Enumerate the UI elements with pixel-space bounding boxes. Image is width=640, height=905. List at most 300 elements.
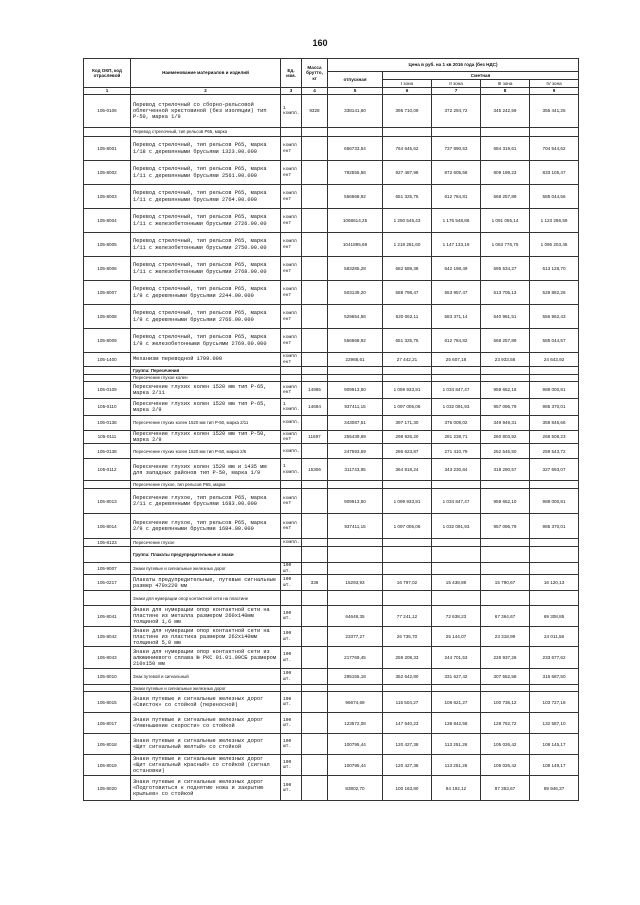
- cell-unit: компл ект: [281, 382, 302, 399]
- cell-price-release: 100795,44: [328, 755, 383, 776]
- cell-price-zone-1: 1 059 933,91: [383, 382, 432, 399]
- col-number: 9: [530, 88, 579, 95]
- cell-price-zone-3: 307 552,58: [481, 669, 530, 685]
- cell-price-zone-4: [530, 481, 579, 489]
- table-row: [84, 647, 579, 669]
- cell-price-release: 338141,60: [328, 95, 383, 128]
- table-row: [84, 209, 579, 233]
- cell-unit: компл ект: [281, 257, 302, 281]
- cell-name: Перевод стрелочный, тип рельсов Р65, марка 1/11 с деревянными брусьями 2764.00.000: [131, 185, 281, 209]
- cell-price-zone-1: 16 797,02: [383, 575, 432, 591]
- cell-price-zone-1: 651 325,75: [383, 185, 432, 209]
- cell-price-zone-2: 1 034 847,47: [432, 489, 481, 514]
- table-row: [84, 399, 579, 416]
- header-code: Код ОКП, код отраслевой: [84, 59, 131, 88]
- cell-price-zone-4: [530, 128, 579, 137]
- cell-code: [84, 547, 131, 563]
- cell-price-zone-1: 298 926,20: [383, 431, 432, 444]
- cell-weight: 11697: [302, 431, 328, 444]
- cell-weight: 9328: [302, 95, 328, 128]
- cell-price-zone-3: [481, 128, 530, 137]
- cell-name: Перевод стрелочный, тип рельсов Р65, марка 1/11 с железобетонными брусьями 2750.00.00: [131, 233, 281, 257]
- cell-price-zone-1: [383, 367, 432, 375]
- cell-price-release: 343087,51: [328, 416, 383, 431]
- header-zone-1: I зона: [383, 80, 432, 88]
- cell-weight: [302, 489, 328, 514]
- cell-name: Знаки для нумерации опор контактной сети на пластине: [131, 591, 281, 606]
- cell-code: 105-8001: [84, 137, 131, 161]
- cell-unit: компл ект: [281, 185, 302, 209]
- cell-price-zone-4: [530, 563, 579, 575]
- cell-unit: [281, 128, 302, 137]
- cell-price-zone-4: 259 543,72: [530, 444, 579, 459]
- cell-unit: 100 шт.: [281, 776, 302, 801]
- cell-name: Пересечение глухих колен 1520 мм тип Р-50, марка 2/6: [131, 444, 281, 459]
- cell-name: Знаки для нумерации опор контактной сети на пластине из пластика размером 262х140мм толщиной 5,0 мм: [131, 627, 281, 647]
- cell-weight: [302, 591, 328, 606]
- cell-price-zone-4: [530, 375, 579, 382]
- cell-weight: [302, 233, 328, 257]
- cell-price-release: [328, 128, 383, 137]
- cell-price-zone-4: [530, 367, 579, 375]
- cell-name: Знак путевой и сигнальный: [131, 669, 281, 685]
- header-weight: Масса брутто, кг: [302, 59, 328, 88]
- cell-price-zone-4: 103 727,18: [530, 692, 579, 713]
- table-row: [84, 669, 579, 685]
- cell-weight: [302, 713, 328, 734]
- cell-code: [84, 128, 131, 137]
- cell-weight: [302, 416, 328, 431]
- cell-code: 105-9007: [84, 563, 131, 575]
- table-row: [84, 375, 579, 382]
- header-estimated: Сметная: [383, 72, 579, 80]
- table-row: [84, 257, 579, 281]
- cell-code: 105-0109: [84, 382, 131, 399]
- cell-price-release: 15293,93: [328, 575, 383, 591]
- cell-price-zone-3: 128 762,72: [481, 713, 530, 734]
- cell-unit: [281, 685, 302, 692]
- cell-price-zone-3: [481, 367, 530, 375]
- cell-name: Пересечение глухих колен 1520 мм и 1435 мм для западных районов тип Р-50, марка 1/9: [131, 459, 281, 481]
- cell-price-release: 311743,85: [328, 459, 383, 481]
- price-table: [83, 58, 579, 801]
- cell-price-zone-2: 1 032 091,93: [432, 514, 481, 539]
- cell-unit: компл ект: [281, 514, 302, 539]
- cell-price-zone-3: 252 545,50: [481, 444, 530, 459]
- cell-price-zone-1: [383, 563, 432, 575]
- cell-price-release: 295155,18: [328, 669, 383, 685]
- cell-price-release: [328, 685, 383, 692]
- cell-price-zone-1: 147 640,23: [383, 713, 432, 734]
- cell-price-release: 123572,08: [328, 713, 383, 734]
- cell-code: 105-0111: [84, 431, 131, 444]
- header-unit: Ед. изм.: [281, 59, 302, 88]
- table-row: [84, 606, 579, 627]
- col-number: 7: [432, 88, 481, 95]
- cell-price-zone-2: [432, 367, 481, 375]
- table-row: [84, 459, 579, 481]
- cell-code: [84, 481, 131, 489]
- cell-price-zone-4: 585 044,57: [530, 329, 579, 353]
- cell-price-zone-4: 268 508,23: [530, 431, 579, 444]
- cell-price-zone-4: 69 308,85: [530, 606, 579, 627]
- cell-unit: компл ект: [281, 329, 302, 353]
- cell-name: Перевод стрелочный, тип рельсов Р65, марка 1/9 с деревянными брусьями 2244.00.000: [131, 281, 281, 305]
- cell-price-zone-2: 271 410,79: [432, 444, 481, 459]
- cell-price-zone-1: 682 589,38: [383, 257, 432, 281]
- cell-price-zone-4: 108 145,17: [530, 734, 579, 755]
- cell-price-zone-2: 72 638,23: [432, 606, 481, 627]
- cell-weight: [302, 547, 328, 563]
- cell-price-zone-1: 395 710,09: [383, 95, 432, 128]
- cell-price-zone-4: 1 123 286,59: [530, 209, 579, 233]
- cell-price-zone-2: 94 192,12: [432, 776, 481, 801]
- cell-unit: компл.: [281, 444, 302, 459]
- cell-price-zone-1: 588 798,47: [383, 281, 432, 305]
- cell-price-zone-3: 349 949,31: [481, 416, 530, 431]
- cell-name: Знаки путевые и сигнальные железных дорог «Уменьшение скорости» со стойкой: [131, 713, 281, 734]
- table-row: [84, 185, 579, 209]
- cell-price-zone-4: 316 687,50: [530, 669, 579, 685]
- header-name: Наименование материалов и изделий: [131, 59, 281, 88]
- cell-price-zone-4: 132 587,10: [530, 713, 579, 734]
- cell-price-zone-1: 1 097 005,06: [383, 399, 432, 416]
- cell-price-zone-3: 540 981,51: [481, 305, 530, 329]
- cell-price-zone-4: [530, 539, 579, 547]
- cell-price-zone-1: 120 427,38: [383, 734, 432, 755]
- cell-price-zone-3: 15 790,67: [481, 575, 530, 591]
- cell-name: Перевод стрелочный, тип рельсов Р65, марка: [131, 128, 281, 137]
- cell-price-zone-1: 77 241,12: [383, 606, 432, 627]
- table-body: [84, 95, 579, 801]
- cell-weight: [302, 367, 328, 375]
- table-row: [84, 353, 579, 367]
- cell-price-release: [328, 591, 383, 606]
- cell-weight: 15306: [302, 459, 328, 481]
- cell-price-zone-2: [432, 685, 481, 692]
- cell-price-release: [328, 481, 383, 489]
- cell-name: Пересечение глухое: [131, 539, 281, 547]
- cell-price-release: 556568,92: [328, 185, 383, 209]
- cell-price-zone-4: 528 882,26: [530, 281, 579, 305]
- cell-price-zone-3: 957 096,79: [481, 514, 530, 539]
- cell-price-release: 503139,20: [328, 281, 383, 305]
- cell-weight: [302, 375, 328, 382]
- cell-price-zone-3: 226 937,26: [481, 647, 530, 669]
- cell-weight: 336: [302, 575, 328, 591]
- cell-price-zone-4: 1 095 203,45: [530, 233, 579, 257]
- cell-code: 105-8002: [84, 161, 131, 185]
- cell-price-zone-1: 100 163,80: [383, 776, 432, 801]
- cell-price-zone-3: 1 063 776,75: [481, 233, 530, 257]
- cell-price-zone-3: 23 318,99: [481, 627, 530, 647]
- cell-unit: 100 шт.: [281, 713, 302, 734]
- cell-price-zone-4: 988 000,81: [530, 489, 579, 514]
- cell-price-zone-4: 108 148,17: [530, 755, 579, 776]
- cell-unit: 100 шт.: [281, 755, 302, 776]
- cell-name: Перевод стрелочный, тип рельсов Р65, марка 1/11 с железобетонными брусьями 2726.00.00: [131, 209, 281, 233]
- cell-unit: 1 компл.: [281, 95, 302, 128]
- cell-unit: 1 компл.: [281, 399, 302, 416]
- cell-unit: [281, 367, 302, 375]
- cell-price-zone-2: [432, 375, 481, 382]
- header-price-title: Цена в руб. на 1 кв 2016 года (без НДС): [328, 59, 579, 72]
- cell-price-zone-2: 343 230,84: [432, 459, 481, 481]
- cell-weight: [302, 128, 328, 137]
- cell-price-zone-4: 704 644,62: [530, 137, 579, 161]
- cell-price-zone-2: 15 438,89: [432, 575, 481, 591]
- cell-price-zone-3: 809 199,23: [481, 161, 530, 185]
- cell-price-zone-1: 651 325,75: [383, 329, 432, 353]
- cell-weight: [302, 647, 328, 669]
- cell-code: 105-0110: [84, 399, 131, 416]
- cell-price-zone-2: 1 147 133,19: [432, 233, 481, 257]
- cell-price-zone-3: 959 652,16: [481, 382, 530, 399]
- cell-price-zone-4: 985 370,01: [530, 399, 579, 416]
- cell-price-zone-2: 1 034 847,47: [432, 382, 481, 399]
- cell-price-zone-4: 24 011,58: [530, 627, 579, 647]
- table-row: [84, 563, 579, 575]
- cell-price-zone-3: 105 026,42: [481, 755, 530, 776]
- cell-price-zone-3: 568 257,89: [481, 329, 530, 353]
- cell-code: 105-8006: [84, 257, 131, 281]
- cell-code: 105-8019: [84, 755, 131, 776]
- col-number: 4: [302, 88, 328, 95]
- cell-price-zone-1: 259 208,33: [383, 647, 432, 669]
- cell-name: Пересечение глухих колен 1520 мм тип Р-50, марка 2/11: [131, 416, 281, 431]
- cell-code: 105-8017: [84, 713, 131, 734]
- cell-code: 105-8008: [84, 305, 131, 329]
- cell-price-release: [328, 367, 383, 375]
- cell-code: 105-0106: [84, 95, 131, 128]
- cell-price-zone-4: 985 370,01: [530, 514, 579, 539]
- cell-price-zone-3: 260 803,92: [481, 431, 530, 444]
- cell-weight: [302, 514, 328, 539]
- cell-price-release: 792555,56: [328, 161, 383, 185]
- cell-name: Знаки для нумерации опор контактной сети на пластине из металла размером 260х140мм толщиной 1,6 мм: [131, 606, 281, 627]
- cell-name: Пересечение глухое, тип рельсов Р65, марка 2/9 с деревянными брусьями 1684.00.000: [131, 514, 281, 539]
- table-row: [84, 575, 579, 591]
- cell-price-zone-1: 352 642,80: [383, 669, 432, 685]
- cell-unit: 100 шт.: [281, 575, 302, 591]
- cell-code: 105-8123: [84, 539, 131, 547]
- cell-name: Пересечение глухих колен 1520 мм тип Р-65, марка 2/9: [131, 399, 281, 416]
- table-row: [84, 489, 579, 514]
- cell-price-zone-3: 959 652,10: [481, 489, 530, 514]
- cell-code: [84, 367, 131, 375]
- cell-price-release: [328, 547, 383, 563]
- cell-price-release: 83802,70: [328, 776, 383, 801]
- cell-price-zone-3: [481, 563, 530, 575]
- cell-price-zone-4: 16 120,13: [530, 575, 579, 591]
- cell-code: 105-8005: [84, 233, 131, 257]
- cell-price-zone-1: [383, 539, 432, 547]
- cell-price-zone-3: 105 026,42: [481, 734, 530, 755]
- cell-unit: 100 шт.: [281, 692, 302, 713]
- cell-price-zone-4: 613 128,70: [530, 257, 579, 281]
- cell-name: Знаки для нумерации опор контактной сети из алюминиевого сплава № РКС 01.01.00СБ размером 210х150 мм: [131, 647, 281, 669]
- cell-price-release: 64648,35: [328, 606, 383, 627]
- cell-price-zone-3: 595 534,27: [481, 257, 530, 281]
- cell-price-release: [328, 563, 383, 575]
- table-row: [84, 734, 579, 755]
- cell-price-zone-2: [432, 547, 481, 563]
- cell-price-zone-4: 556 962,43: [530, 305, 579, 329]
- cell-name: Знаки путевые и сигнальные железных дорог: [131, 685, 281, 692]
- cell-name: Группа: Пересечения: [131, 367, 281, 375]
- cell-price-zone-3: 684 319,61: [481, 137, 530, 161]
- col-number: 5: [328, 88, 383, 95]
- cell-name: Знаки путевые и сигнальные железных дорог «Щит сигнальный красный» со стойкой (сигнал остановки): [131, 755, 281, 776]
- cell-name: Пересечение глухих колен 1520 мм тип Р-50, марка 2/9: [131, 431, 281, 444]
- cell-weight: [302, 161, 328, 185]
- cell-weight: [302, 563, 328, 575]
- col-number: 2: [131, 88, 281, 95]
- cell-price-zone-4: [530, 685, 579, 692]
- cell-unit: [281, 591, 302, 606]
- cell-price-release: 100795,44: [328, 734, 383, 755]
- cell-code: 105-8013: [84, 489, 131, 514]
- cell-unit: 100 шт.: [281, 627, 302, 647]
- cell-price-release: 1068614,25: [328, 209, 383, 233]
- table-row: [84, 776, 579, 801]
- cell-unit: компл ект: [281, 209, 302, 233]
- cell-price-zone-2: 331 627,42: [432, 669, 481, 685]
- cell-unit: 100 шт.: [281, 734, 302, 755]
- cell-weight: [302, 685, 328, 692]
- cell-price-release: 937411,15: [328, 514, 383, 539]
- cell-price-zone-4: [530, 547, 579, 563]
- header-zone-2: II зона: [432, 80, 481, 88]
- cell-price-zone-1: [383, 375, 432, 382]
- cell-code: [84, 591, 131, 606]
- cell-price-zone-3: [481, 375, 530, 382]
- cell-code: 105-0112: [84, 459, 131, 481]
- cell-price-zone-1: [383, 547, 432, 563]
- cell-unit: компл ект: [281, 137, 302, 161]
- table-row: [84, 161, 579, 185]
- cell-price-zone-1: 26 735,70: [383, 627, 432, 647]
- cell-code: 105-8014: [84, 514, 131, 539]
- cell-weight: [302, 353, 328, 367]
- cell-price-zone-1: 364 818,24: [383, 459, 432, 481]
- cell-price-zone-2: 737 890,53: [432, 137, 481, 161]
- cell-price-zone-3: 100 736,12: [481, 692, 530, 713]
- col-number: 8: [481, 88, 530, 95]
- cell-code: 105-0138: [84, 444, 131, 459]
- table-row: [84, 713, 579, 734]
- cell-name: Перевод стрелочный, тип рельсов Р65, марка 1/9 с деревянными брусьями 2766.00.000: [131, 305, 281, 329]
- cell-unit: [281, 547, 302, 563]
- cell-price-zone-4: 327 693,07: [530, 459, 579, 481]
- cell-name: Перевод стрелочный, тип рельсов Р65, марка 1/18 с деревянными брусьями 1323.00.000: [131, 137, 281, 161]
- header-zone-4: IV зона: [530, 80, 579, 88]
- table-row: [84, 128, 579, 137]
- cell-name: Механизм переводной 1709.000: [131, 353, 281, 367]
- cell-price-zone-2: 872 605,58: [432, 161, 481, 185]
- page-number: 160: [312, 38, 328, 48]
- cell-weight: [302, 185, 328, 209]
- header-zone-3: III зона: [481, 80, 530, 88]
- cell-price-zone-3: [481, 481, 530, 489]
- cell-code: 105-8009: [84, 329, 131, 353]
- cell-price-zone-3: 568 257,89: [481, 185, 530, 209]
- cell-price-zone-4: 233 677,62: [530, 647, 579, 669]
- cell-weight: [302, 539, 328, 547]
- cell-weight: [302, 137, 328, 161]
- cell-price-zone-2: 612 784,82: [432, 329, 481, 353]
- cell-unit: 100 шт.: [281, 563, 302, 575]
- cell-unit: компл ект: [281, 353, 302, 367]
- cell-price-zone-2: 376 009,02: [432, 416, 481, 431]
- cell-price-zone-4: 585 044,56: [530, 185, 579, 209]
- cell-price-zone-2: [432, 128, 481, 137]
- cell-price-release: 255439,69: [328, 431, 383, 444]
- cell-weight: [302, 281, 328, 305]
- cell-weight: [302, 669, 328, 685]
- cell-price-zone-1: 1 250 545,43: [383, 209, 432, 233]
- cell-code: 105-0217: [84, 575, 131, 591]
- cell-code: 105-8041: [84, 606, 131, 627]
- cell-name: Пересечение глухое колен: [131, 375, 281, 382]
- cell-code: 105-8043: [84, 647, 131, 669]
- header-release: отпускная: [328, 72, 383, 88]
- cell-price-zone-2: [432, 539, 481, 547]
- cell-price-zone-3: 345 242,59: [481, 95, 530, 128]
- cell-price-release: 937411,15: [328, 399, 383, 416]
- cell-code: [84, 375, 131, 382]
- cell-price-release: 247593,59: [328, 444, 383, 459]
- cell-weight: [302, 627, 328, 647]
- cell-price-zone-1: 1 097 005,06: [383, 514, 432, 539]
- cell-code: 105-8020: [84, 776, 131, 801]
- cell-price-release: 217769,45: [328, 647, 383, 669]
- cell-unit: 100 шт.: [281, 606, 302, 627]
- cell-weight: 14995: [302, 382, 328, 399]
- cell-code: 105-8004: [84, 209, 131, 233]
- cell-unit: компл.: [281, 539, 302, 547]
- cell-name: Знаки путевые и сигнальные железных дорог: [131, 563, 281, 575]
- table-row: [84, 382, 579, 399]
- cell-weight: [302, 257, 328, 281]
- cell-price-zone-1: 115 504,27: [383, 692, 432, 713]
- table-row: [84, 685, 579, 692]
- cell-price-zone-3: 23 933,58: [481, 353, 530, 367]
- cell-price-zone-1: 120 427,38: [383, 755, 432, 776]
- cell-price-zone-2: 244 701,53: [432, 647, 481, 669]
- cell-weight: [302, 776, 328, 801]
- cell-price-release: 96674,69: [328, 692, 383, 713]
- table-row: [84, 539, 579, 547]
- cell-weight: [302, 692, 328, 713]
- col-number: 6: [383, 88, 432, 95]
- cell-code: 105-1400: [84, 353, 131, 367]
- table-row: [84, 431, 579, 444]
- cell-price-zone-3: 513 705,13: [481, 281, 530, 305]
- cell-unit: компл ект: [281, 431, 302, 444]
- table-row: [84, 627, 579, 647]
- table-row: [84, 692, 579, 713]
- cell-price-zone-2: [432, 481, 481, 489]
- table-row: [84, 305, 579, 329]
- cell-price-zone-1: [383, 685, 432, 692]
- cell-price-zone-4: 24 643,92: [530, 353, 579, 367]
- cell-weight: [302, 734, 328, 755]
- cell-price-zone-3: [481, 539, 530, 547]
- cell-price-zone-1: 927 487,98: [383, 161, 432, 185]
- cell-price-zone-2: 113 251,26: [432, 734, 481, 755]
- cell-unit: компл ект: [281, 281, 302, 305]
